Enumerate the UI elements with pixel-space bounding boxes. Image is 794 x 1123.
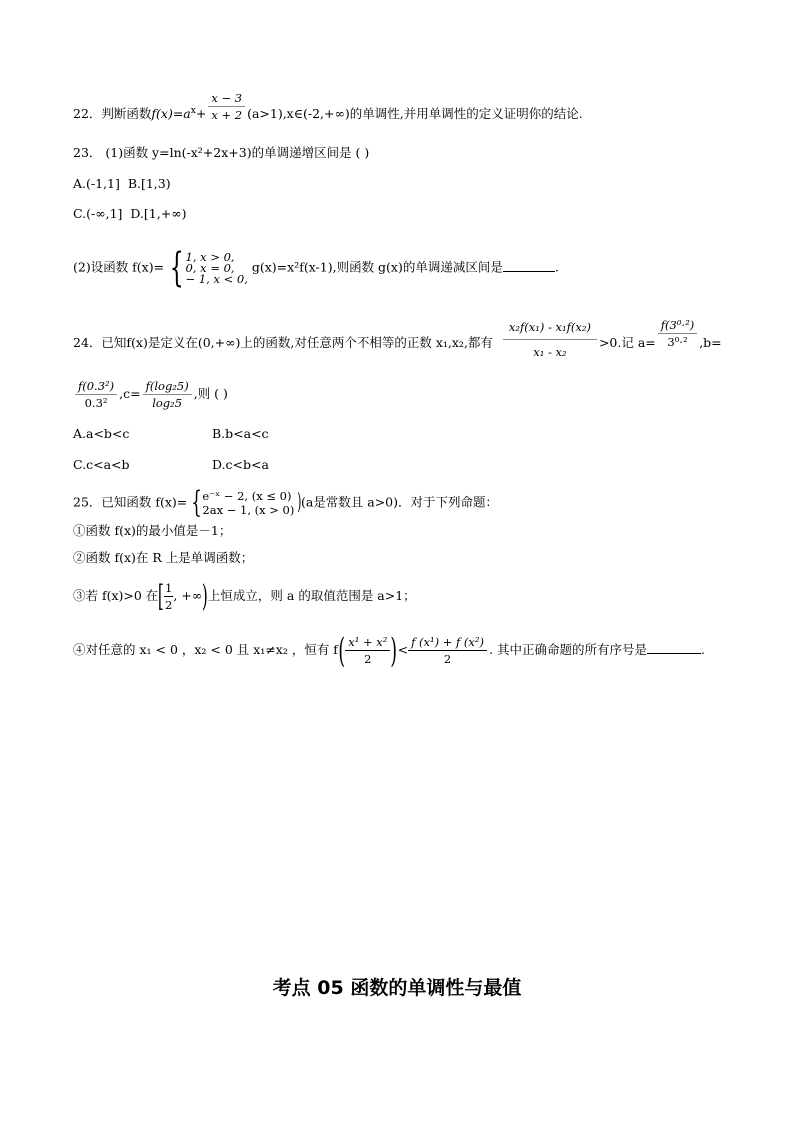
q22-fraction: [208, 90, 245, 123]
q25-cases: e⁻ˣ − 2, (x ≤ 0) 2ax − 1, (x > 0): [202, 489, 295, 517]
question-25-line1: [73, 485, 499, 520]
q25-p3-left-bracket: [: [158, 578, 165, 614]
question-22: [73, 91, 583, 131]
q25-proposition-3: ③若 f(x)>0 在[ $\frac{1}{2}$ , +∞)上恒成立，则 a 的取值范围是 a>1；: [73, 578, 416, 614]
q25-proposition-2: ②函数 f(x)在 R 上是单调函数；: [73, 550, 254, 565]
q23-part2-suffix: g(x)=x²f(x-1),则函数 g(x)的单调递减区间是: [251, 259, 503, 275]
q23-option-c: C.(-∞,1] D.[1,+∞): [73, 206, 187, 221]
q25-p3-right-paren: ): [202, 578, 208, 614]
q25-p4-paren-open: (: [338, 630, 345, 671]
section-title: 考点 05 函数的单调性与最值: [272, 977, 522, 999]
question-24-line1: [73, 318, 722, 364]
q25-p3-fraction: $\frac{1}{2}$: [165, 581, 173, 612]
q25-p4-paren-close: ): [390, 630, 398, 671]
q24-tail: ,则 ( ): [193, 386, 228, 401]
q25-left-brace: {: [191, 485, 203, 520]
q22-sup: x: [190, 105, 196, 116]
q24-b-label: ,b=: [699, 335, 722, 350]
q23-option-a: A.(-1,1] B.[1,3): [73, 176, 171, 191]
q25-answer-blank[interactable]: [647, 641, 701, 654]
q23-answer-blank[interactable]: [503, 259, 555, 272]
q23-cases: 1, x > 0, 0, x = 0, − 1, x < 0,: [185, 249, 248, 286]
q25-suffix: (a是常数且 a>0)．对于下列命题：: [300, 494, 499, 510]
q24-prefix: 24．已知f(x)是定义在(0,+∞)上的函数,对任意两个不相等的正数 x₁,x₂,都有: [73, 335, 493, 350]
q25-proposition-4: ④对任意的 x₁ < 0 ，x₂ < 0 且 x₁≠x₂ ，恒有 f( $\frac{\text{x¹ + x²}}{2}$ )< $\frac{\text{f (x¹) + f (x²)}}{2}$ . 其中正确命题的所有序号是 .: [73, 630, 705, 671]
q23-part2-prefix: (2)设函数 f(x)=: [73, 259, 165, 275]
q25-p4-fraction-2: $\frac{\text{f (x¹) + f (x²)}}{2}$: [408, 634, 487, 667]
q24-option-a: A.a<b<c: [73, 426, 130, 441]
q24-a-fraction: $\frac{\text{f(3⁰·²)}}{\text{3⁰·²}}$: [658, 317, 697, 350]
q22-frac-den: x + 2: [208, 106, 245, 123]
q25-p3-infinity: , +∞: [173, 588, 203, 603]
q22-prefix: 22．判断函数: [73, 106, 152, 121]
q22-frac-num: x − 3: [211, 91, 243, 105]
q24-b-fraction: $\frac{\text{f(0.3²)}}{\text{0.3²}}$: [75, 378, 117, 411]
question-23-part2: (2)设函数 f(x)= { 1, x > 0, 0, x = 0, − 1, x < 0, g(x)=x²f(x-1),则函数 g(x)的单调递减区间是 .: [73, 245, 559, 291]
q23-option-d: D.[1,+∞): [130, 206, 187, 221]
q25-proposition-1: ①函数 f(x)的最小值是－1；: [73, 523, 232, 538]
q24-condition-fraction: $\frac{\text{x₂f(x₁) - x₁f(x₂)}}{\text{x₁ - x₂}}$: [503, 319, 597, 360]
q24-option-b: B.b<a<c: [212, 426, 269, 441]
question-23-line1: 23． (1)函数 y=ln(-x²+2x+3)的单调递增区间是 ( ): [73, 145, 370, 160]
q23-option-b: B.[1,3): [127, 176, 171, 191]
q24-option-c: C.c<a<b: [73, 457, 130, 472]
q23-left-brace: {: [169, 245, 184, 291]
q25-p4-fraction-1: $\frac{\text{x¹ + x²}}{2}$: [345, 634, 390, 667]
q22-plus: +: [195, 106, 207, 121]
q24-mid: >0.记 a=: [598, 335, 656, 350]
q24-c-fraction: $\frac{\text{f(log₂5)}}{\text{log₂5}}$: [143, 378, 192, 411]
q22-suffix: (a>1),x∈(-2,+∞)的单调性,并用单调性的定义证明你的结论.: [247, 106, 583, 121]
question-24-line2: [73, 378, 228, 411]
q22-fx: f(x)=a: [151, 106, 191, 121]
q24-c-label: ,c=: [119, 386, 141, 401]
q24-option-d: D.c<b<a: [212, 457, 269, 472]
q25-prefix: 25．已知函数 f(x)=: [73, 494, 188, 510]
q25-right-paren: ): [297, 490, 302, 515]
